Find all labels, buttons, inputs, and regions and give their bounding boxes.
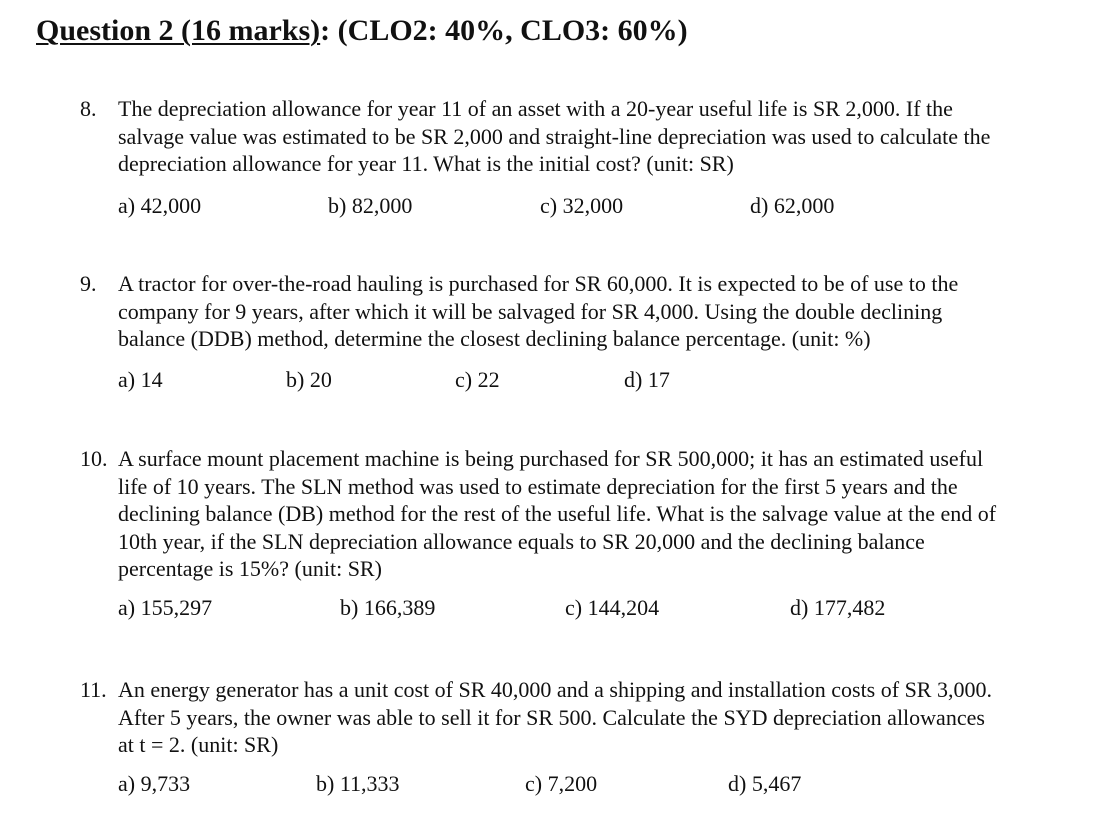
option-c[interactable]: c) 144,204 [565,595,660,620]
question-line: The depreciation allowance for year 11 of an asset with a 20-year useful life is SR 2,000. If the [118,96,953,121]
option-c[interactable]: c) 32,000 [540,193,624,218]
question-line: After 5 years, the owner was able to sell it for SR 500. Calculate the SYD depreciation allowances [118,704,985,730]
option-b[interactable]: b) 20 [286,367,332,392]
question-line: life of 10 years. The SLN method was used to estimate depreciation for the first 5 years and the [118,473,958,499]
question-text [118,270,1088,353]
question-line: at t = 2. (unit: SR) [118,732,279,757]
question-number: 8. [80,96,97,121]
question-number: 9. [80,271,97,296]
option-b[interactable]: b) 82,000 [328,193,413,218]
option-d[interactable]: d) 17 [624,367,670,392]
question-line: depreciation allowance for year 11. What is the initial cost? (unit: SR) [118,151,734,176]
question-number: 11. [80,677,107,702]
option-d[interactable]: d) 62,000 [750,193,835,218]
option-b[interactable]: b) 11,333 [316,771,400,796]
question-number: 10. [80,446,108,471]
question-line: salvage value was estimated to be SR 2,000 and straight-line depreciation was used to calculate the [118,123,991,149]
question-text [118,676,1088,759]
clo-weights: : (CLO2: 40%, CLO3: 60%) [320,14,688,47]
question-line: An energy generator has a unit cost of SR 40,000 and a shipping and installation costs of SR 3,000. [118,677,992,702]
question-line: declining balance (DB) method for the rest of the useful life. What is the salvage value at the end of [118,501,997,526]
option-a[interactable]: a) 14 [118,367,163,392]
question-line: A surface mount placement machine is being purchased for SR 500,000; it has an estimated useful [118,446,984,471]
option-d[interactable]: d) 177,482 [790,595,886,620]
question-line: percentage is 15%? (unit: SR) [118,556,382,581]
option-a[interactable]: a) 155,297 [118,595,213,620]
question-line: balance (DDB) method, determine the closest declining balance percentage. (unit: %) [118,326,871,351]
option-d[interactable]: d) 5,467 [728,771,802,796]
option-b[interactable]: b) 166,389 [340,595,436,620]
question-line: A tractor for over-the-road hauling is purchased for SR 60,000. It is expected to be of use to the [118,271,959,296]
question-text [118,95,1088,178]
question-line: 10th year, if the SLN depreciation allowance equals to SR 20,000 and the declining balance [118,528,925,554]
question-line: company for 9 years, after which it will be salvaged for SR 4,000. Using the double declining [118,298,943,324]
option-c[interactable]: c) 22 [455,367,500,392]
question-title: Question 2 (16 marks) [36,14,321,47]
option-a[interactable]: a) 42,000 [118,193,202,218]
option-a[interactable]: a) 9,733 [118,771,191,796]
question-text [118,445,1088,583]
option-c[interactable]: c) 7,200 [525,771,598,796]
section-heading [36,14,688,48]
